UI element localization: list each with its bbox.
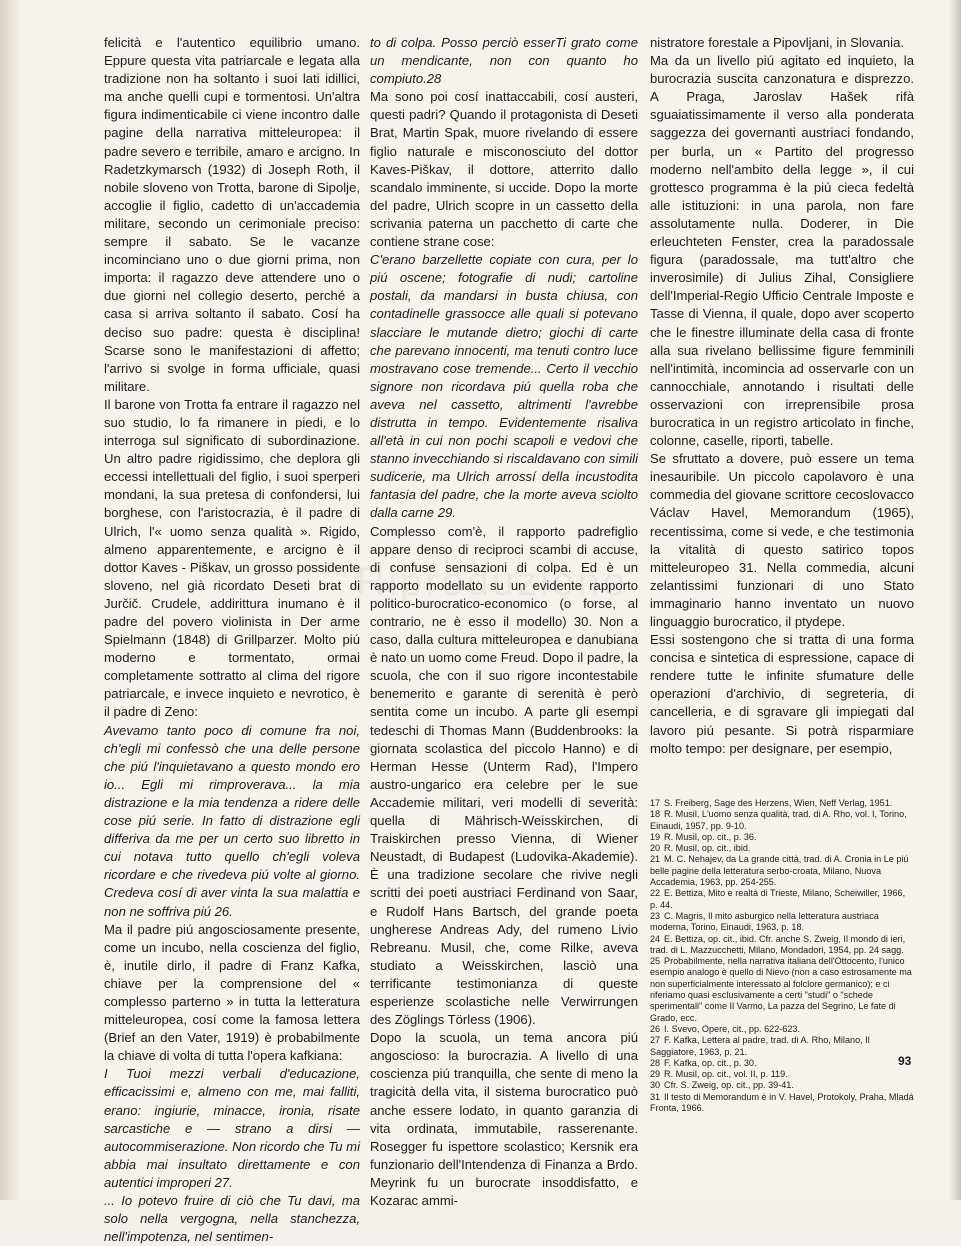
footnote-number: 17 — [650, 798, 661, 808]
footnote-number: 19 — [650, 831, 661, 842]
footnote-text: Cfr. S. Zweig, op. cit., pp. 39-41. — [664, 1080, 794, 1091]
page-number: 93 — [898, 1054, 912, 1068]
page-edge-shadow — [949, 0, 961, 1200]
paragraph: Ma il padre piú angosciosamente presente, come un incubo, nella coscienza del figlio, è, inutile dirlo, il padre di Franz Kafka, chiave per la comprensione del « complesso parterno » in tutta la letteratura mitteleuropea, cosí come la famosa lettera (Brief an den Vater, 1919) è probabilmente la chiave di volta di tutta l'opera kafkiana: — [104, 921, 360, 1064]
footnote-number: 27 — [650, 1035, 661, 1046]
footnote — [650, 809, 914, 832]
footnote — [650, 1024, 914, 1035]
quote-paragraph: I Tuoi mezzi verbali d'educazione, efficacissimi e, almeno con me, mai falliti, erano: ingiurie, minacce, ironia, risate sarcastiche e — strano a dirsi — autocommiserazione. Non ricordo che Tu mi abbia mai insultato direttamente e con autentici improperi 27. — [104, 1066, 360, 1190]
page-gutter-shadow — [0, 0, 22, 1200]
footnote — [650, 832, 914, 843]
text-column-1 — [104, 34, 360, 1246]
footnote-number: 20 — [650, 843, 661, 854]
paragraph: Dopo la scuola, un tema ancora piú angoscioso: la burocrazia. A livello di una coscienza piú tranquilla, che sente di meno la tragicità della vita, il sistema burocratico può anche essere lodato, in quanto garanzia di vita ordinata, immutabile, rasserenante. Rosegger fu ispettore scolastico; Kersnik era funzionario dell'Intendenza di Finanza a Brdo. Meyrink fu un burocrate insoddisfatto, e Kozarac ammi- — [370, 1030, 638, 1208]
footnote — [650, 888, 914, 911]
footnote-number: 31 — [650, 1091, 661, 1102]
paragraph: Il barone von Trotta fa entrare il ragazzo nel suo studio, lo fa rimanere in piedi, e lo interroga sul significato di subordinazione. Un altro padre rigidissimo, che deplora gli eccessi intellettuali del figlio, i suoi sperperi mondani, la sua pretesa di confondersi, lui borghese, con l'aristocrazia, è il padre di Ulrich, l'« uomo senza qualità ». Rigido, almeno apparentemente, e arcigno è il dottor Kaves - Piškav, un grosso possidente sloveno, nel già ricordato Deseti brat di Jurčič. Crudele, addirittura inumano è il padre del povero violinista in Der arme Spielmann (1848) di Grillparzer. Molto piú moderno e tormentato, ormai completamente sottratto al clima del rigore patriarcale, e invece inquieto e nevrotico, è il padre di Zeno: — [104, 396, 360, 720]
footnote-text: R. Musil, op. cit., vol. II, p. 119. — [664, 1069, 788, 1080]
footnotes — [650, 798, 914, 1114]
footnote-text: S. Freiberg, Sage des Herzens, Wien, Neff Verlag, 1951. — [664, 798, 893, 808]
footnote-number: 22 — [650, 888, 661, 899]
footnote-text: I. Svevo, Opere, cit., pp. 622-623. — [664, 1023, 800, 1034]
footnote — [650, 911, 914, 934]
paragraph: Complesso com'è, il rapporto padrefiglio appare denso di reciproci scambi di accuse, di confuse sensazioni di colpa. Ed è un rapporto modellato su un evidente rapporto politico-burocratico-economico (o forse, al contrario, ne è esso il modello) 30. Non a caso, dalla cultura mitteleuropea e danubiana è nato un uomo come Freud. Dopo il padre, la scuola, che con il suo rigore incontestabile benemerito e garante di serenità è però sentita come un incubo. A parte gli esempi tedeschi di Thomas Mann (Buddenbrooks: la giornata scolastica del piccolo Hanno) e di Herman Hesse (Unterm Rad), l'Impero austro-ungarico era celebre per le sue Accademie militari, veri modelli di severità: quella di Mährisch-Weisskirchen, di Traiskirchen presso Vienna, di Wiener Neustadt, di Budapest (Ludovika-Akademie). È una tradizione secolare che rivive negli scritti dei poeti austriaci Ferdinand von Saar, e Rudolf Hans Bartsch, del grande poeta ungherese Andreas Ady, del rumeno Livio Rebreanu. Musil, che, come Rilke, aveva studiato a Weisskirchen, lasciò una terrificante testimonianza di queste esperienze scolastiche nelle Verwirrungen des Zöglings Törless (1906). — [370, 523, 638, 1028]
footnote-number: 25 — [650, 956, 661, 967]
quote-paragraph: C'erano barzellette copiate con cura, per lo piú oscene; fotografie di nudi; cartoline postali, da mandarsi in busta chiusa, con contadinelle grassocce alle quali si potevano slacciare le mutande dietro; giochi di carte che parevano innocenti, ma tenuti contro luce mostravano cose tremende... Certo il vecchio signore non ricordava piú quella roba che aveva nel cassetto, altrimenti l'avrebbe distrutta in tempo. Evidentemente risaliva all'età in cui non pochi scapoli e vedovi che stanno invecchiando si riscaldavano con simili sudicerie, ma Ulrich arrossí della incustodita fantasia del padre, che la morte aveva sciolto dalla carne 29. — [370, 252, 638, 521]
footnote-number: 23 — [650, 910, 661, 921]
quote-paragraph: to di colpa. Posso perciò esserTi grato come un mendicante, non con quanto ho compiuto.28 — [370, 35, 638, 87]
footnote-text: Probabilmente, nella narrativa italiana dell'Ottocento, l'unico esempio analogo è quello di Nievo (non a caso estrosamente ma non superficialmente interessato al folclore germanico); e ci riferiamo quasi esclusivamente a certi "studi" o "schede sperimentali" come Il Varmo, La pazza del Segrino, Le fate di Grado, ecc. — [650, 956, 912, 1023]
footnote-number: 30 — [650, 1080, 661, 1091]
paragraph: Se sfruttato a dovere, può essere un tema inesauribile. Un piccolo capolavoro è una commedia del giovane scrittore cecoslovacco Václav Havel, Memorandum (1965), recentissima, come si vede, e che testimonia la vitalità di questo satirico topos mitteleuropeo 31. Nella commedia, alcuni zelantissimi funzionari di uno Stato immaginario hanno inventato un nuovo linguaggio burocratico, il ptydepe. — [650, 451, 914, 629]
footnote — [650, 854, 914, 888]
paragraph: Essi sostengono che si tratta di una forma concisa e sintetica di espressione, capace di rendere tutte le infinite sfumature delle operazioni d'archivio, di segreteria, di cancelleria, e di sgravare gli impiegati dal lavoro piú pesante. Si potrà risparmiare molto tempo: per designare, per esempio, — [650, 632, 914, 756]
quote-paragraph: Avevamo tanto poco di comune fra noi, ch'egli mi confessò che una delle persone che piú l'inquietavano a questo mondo ero io... Egli mi rimproverava... la mia distrazione e la mia tendenza a ridere delle cose piú serie. In fatto di distrazione egli differiva da me per un certo suo libretto in cui notava tutto quello ch'egli voleva ricordare e che rivedeva piú volte al giorno. Credeva cosí di aver vinta la sua malattia e non ne soffriva piú 26. — [104, 722, 360, 919]
footnote — [650, 1080, 914, 1091]
footnote-text: C. Magris, Il mito asburgico nella letteratura austriaca moderna, Torino, Einaudi, 1963, p. 18. — [650, 910, 879, 933]
footnote — [650, 934, 914, 957]
paragraph: felicità e l'autentico equilibrio umano. Eppure questa vita patriarcale e legata alla tradizione non ha soltanto i suoi lati idillici, ma anche quelli cupi e tormentosi. Un'altra figura indimenticabile ci viene incontro dalle pagine della narrativa mitteleuropea: il padre severo e terribile, amaro e arcigno. In Radetzkymarsch (1932) di Joseph Roth, il nobile sloveno von Trotta, barone di Sipolje, accoglie il figlio, cadetto di un'accademia militare, secondo un cerimoniale preciso: sempre il sabato. Se le vacanze incominciano uno o due giorni prima, non importa: il ragazzo deve attendere uno o due giorni nel collegio deserto, perché a casa si arriva soltanto il sabato. Cosí ha deciso suo padre: questa è disciplina! Scarse sono le manifestazioni di affetto; l'arrivo si svolge in forma ufficiale, quasi militare. — [104, 35, 360, 394]
footnote-text: Il testo di Memorandum è in V. Havel, Protokoly, Praha, Mladá Fronta, 1966. — [650, 1091, 914, 1114]
footnote-text: R. Musil, op. cit., p. 36. — [664, 831, 757, 842]
footnote-number: 18 — [650, 809, 661, 820]
footnote — [650, 843, 914, 854]
footnote-text: R. Musil, L'uomo senza qualità, trad. di A. Rho, vol. I, Torino, Einaudi, 1957, pp. 9-10. — [650, 809, 907, 831]
quote-paragraph: ... Io potevo fruire di ciò che Tu davi, ma solo nella vergogna, nella stanchezza, nell'impotenza, nel sentimen- — [104, 1193, 360, 1245]
paragraph: Ma da un livello piú agitato ed inquieto, la burocrazia suscita canzonatura e disprezzo. A Praga, Jaroslav Hašek rifà sguaiatissimamente il verso alla ponderata saggezza dei governanti austriaci fondando, per burla, un « Partito del progresso moderno nell'ambito della legge », il cui grottesco programma è la piú cieca fedeltà alle istituzioni: in una parola, non fare assolutamente nulla. Doderer, in Die erleuchteten Fenster, crea la paradossale figura (paradossale, ma tutt'altro che inverosimile) di Julius Zihal, Consigliere dell'Imperial-Regio Ufficio Centrale Imposte e Tasse di Vienna, il quale, dopo aver scoperto che le finestre illuminate della casa di fronte alla sua rivelano bellissime figure femminili nell'intimità, incomincia ad osservarle con un cannocchiale, annotando i risultati delle osservazioni con irreprensibile prosa burocratica in un registro articolato in finche, colonne, caselle, riporti, tabelle. — [650, 53, 914, 449]
footnote-number: 24 — [650, 933, 661, 944]
footnote — [650, 1092, 914, 1115]
footnote-text: E. Bettiza, op. cit., ibid. Cfr. anche S. Zweig, Il mondo di ieri, trad. di L. Mazzucchetti, Milano, Mondadori, 1954, pp. 24 sagg. — [650, 933, 906, 955]
footnote — [650, 1069, 914, 1080]
footnote-text: F. Kafka, Lettera al padre, trad. di A. Rho, Milano, Il Saggiatore, 1963, p. 21. — [650, 1035, 870, 1057]
paragraph: Ma sono poi cosí inattaccabili, cosí austeri, questi padri? Quando il protagonista di Deseti Brat, Martin Spak, muore rivelando di essere figlio naturale e misconosciuto del dottor Kaves-Piškav, il dottore, atterrito dallo scandalo imminente, si uccide. Dopo la morte del padre, Ulrich scopre in un cassetto della scrivania paterna un pacchetto di carte che contiene strane cose: — [370, 89, 638, 250]
footnote — [650, 798, 914, 809]
text-column-2 — [370, 34, 638, 1210]
footnote-text: E. Bettiza, Mito e realtà di Trieste, Milano, Scheiwiller, 1966, p. 44. — [650, 888, 906, 910]
text-column-3 — [650, 34, 914, 758]
footnote-text: F. Kafka, op. cit., p. 30. — [664, 1057, 757, 1068]
footnote — [650, 1058, 914, 1069]
paragraph: nistratore forestale a Pipovljani, in Slovania. — [650, 35, 905, 50]
footnote-number: 26 — [650, 1023, 661, 1034]
footnote-number: 21 — [650, 854, 661, 865]
footnote-text: R. Musil, op. cit., ibid. — [664, 843, 751, 854]
footnote — [650, 956, 914, 1024]
footnote-text: M. C. Nehajev, da La grande città, trad. di A. Cronia in Le piú belle pagine della letteratura serbo-croata, Milano, Nuova Accademia, 1963, pp. 254-255. — [650, 854, 909, 888]
footnote — [650, 1035, 914, 1058]
footnote-number: 28 — [650, 1057, 661, 1068]
footnote-number: 29 — [650, 1069, 661, 1080]
